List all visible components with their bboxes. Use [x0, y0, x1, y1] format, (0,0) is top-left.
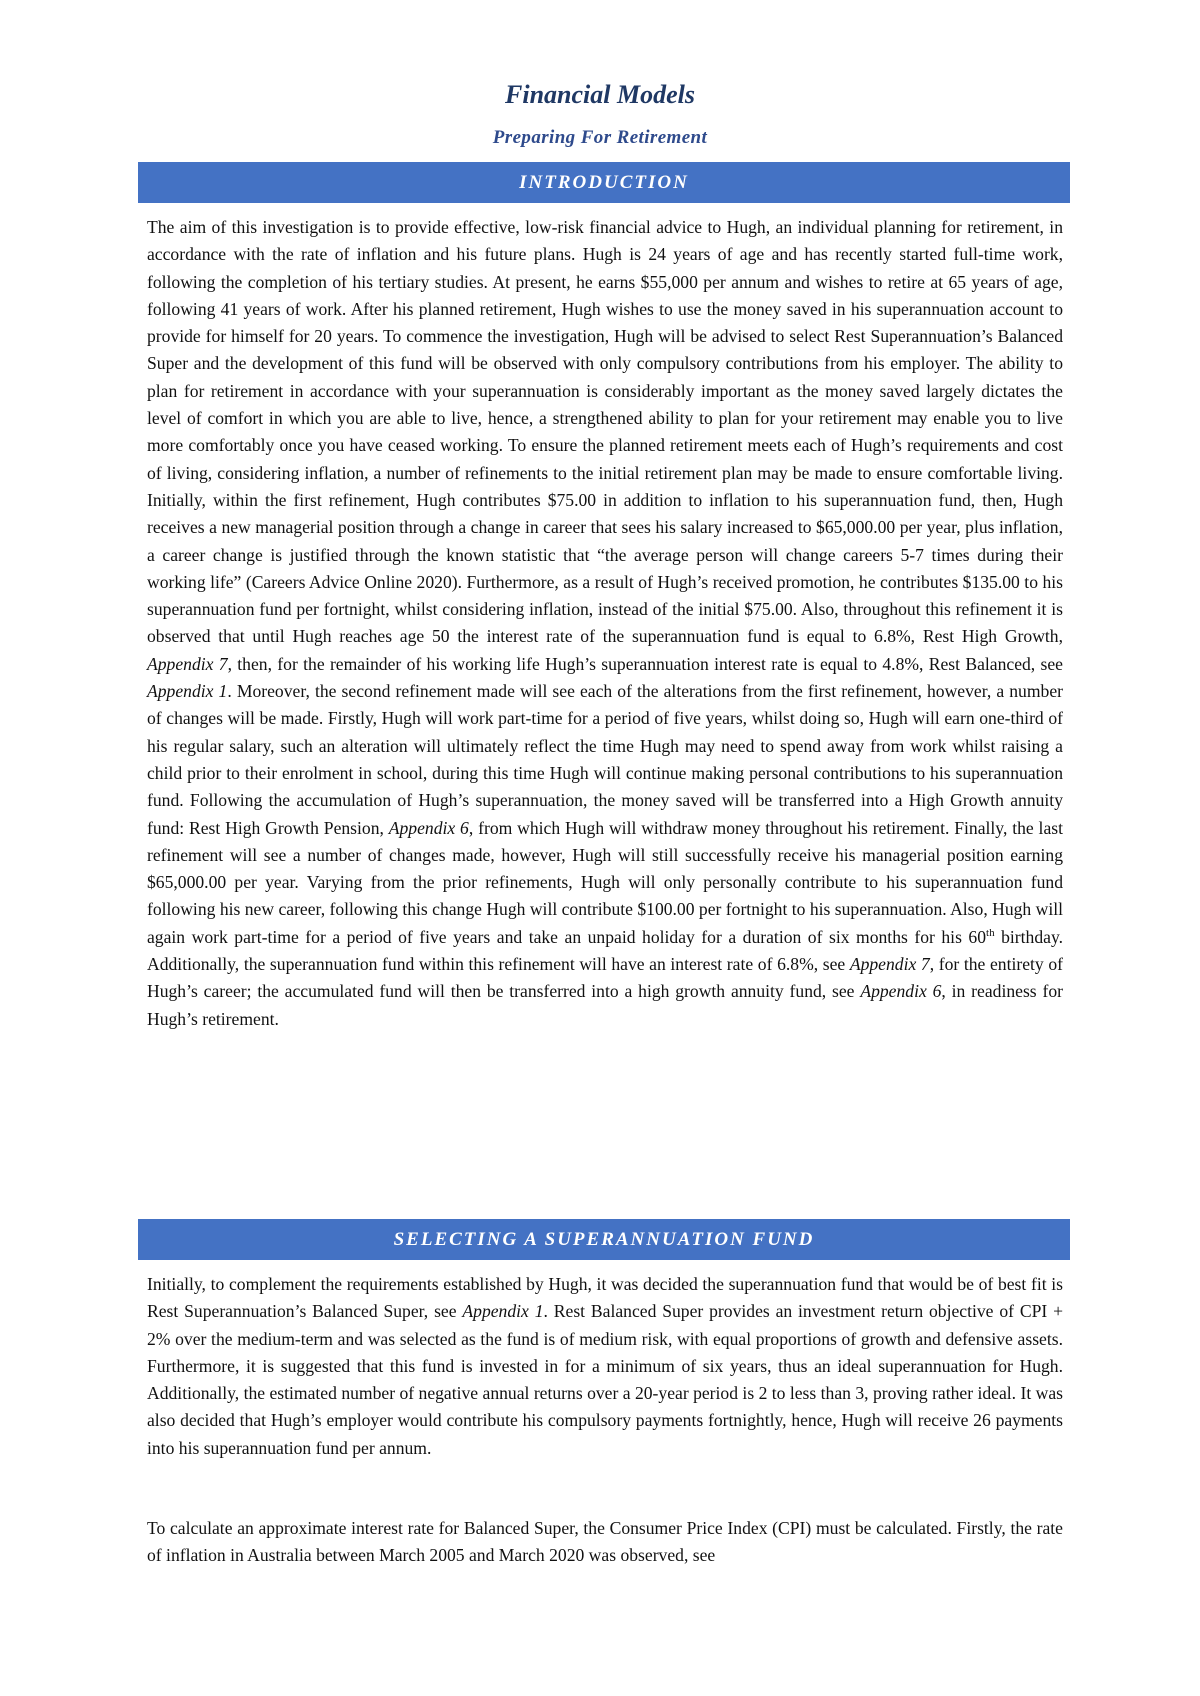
appendix-reference: Appendix 1 — [462, 1301, 544, 1322]
appendix-reference: Appendix 6 — [388, 817, 469, 838]
ordinal-superscript: th — [986, 926, 995, 939]
appendix-reference: Appendix 7 — [147, 653, 228, 674]
document-title: Financial Models — [505, 80, 695, 109]
selecting-fund-paragraph-2: To calculate an approximate interest rate for Balanced Super, the Consumer Price Index (CPI) must be calculated. Firstly, the rate of inflation in Australia between March 2005 and March 2020 was observed, see — [147, 1518, 1063, 1566]
appendix-reference: Appendix 1 — [147, 681, 228, 702]
document-subtitle: Preparing For Retirement — [492, 127, 708, 148]
appendix-reference: Appendix 6 — [860, 981, 942, 1002]
section-heading-introduction: INTRODUCTION — [138, 162, 1070, 203]
introduction-paragraph: The aim of this investigation is to provide effective, low-risk financial advice to Hugh, an individual planning for retirement, in accordance with the rate of inflation and his future plans. Hugh is 24 years of age and has recently started full-time work, following the completion of his tertiary studies. At present, he earns $55,000 per annum and wishes to retire at 65 years of age, following 41 years of work. After his planned retirement, Hugh wishes to use the money saved in his superannuation account to provide for himself for 20 years. To commence the investigation, Hugh will be advised to select Rest Superannuation’s Balanced Super and the development of this fund will be observed with only compulsory contributions from his employer. The ability to plan for retirement in accordance with your superannuation is considerably important as the money saved largely dictates the level of comfort in which you are able to live, hence, a strengthened ability to plan for your retirement may enable you to live more comfortably once you have ceased working. To ensure the planned retirement meets each of Hugh’s requirements and cost of living, considering inflation, a number of refinements to the initial retirement plan may be made to ensure comfortable living. Initially, within the first refinement, Hugh contributes $75.00 in addition to inflation to his superannuation fund, then, Hugh receives a new managerial position through a change in career that sees his salary increased to $65,000.00 per year, plus inflation, a career change is justified through the known statistic that “the average person will change careers 5-7 times during their working life” (Careers Advice Online 2020). Furthermore, as a result of Hugh’s received promotion, he contributes $135.00 to his superannuation fund per fortnight, whilst considering inflation, instead of the initial $75.00. Also, throughout this refinement it is observed that until Hugh reaches age 50 the interest rate of the superannuation fund is equal to 6.8%, Rest High Growth, Appendix 7, then, for the remainder of his working life Hugh’s superannuation interest rate is equal to 4.8%, Rest Balanced, see Appendix 1. Moreover, the second refinement made will see each of the alterations from the first refinement, however, a number of changes will be made. Firstly, Hugh will work part-time for a period of five years, whilst doing so, Hugh will earn one-third of his regular salary, such an alteration will ultimately reflect the time Hugh may need to spend away from work whilst raising a child prior to their enrolment in school, during this time Hugh will continue making personal contributions to his superannuation fund. Following the accumulation of Hugh’s superannuation, the money saved will be transferred into a High Growth annuity fund: Rest High Growth Pension, Appendix 6, from which Hugh will withdraw money throughout his retirement. Finally, the last refinement will see a number of changes made, however, Hugh will still successfully receive his managerial position earning $65,000.00 per year. Varying from the prior refinements, Hugh will only personally contribute to his superannuation fund following his new career, following this change Hugh will contribute $100.00 per fortnight to his superannuation. Also, Hugh will again work part-time for a period of five years and take an unpaid holiday for a duration of six months for his 60th birthday. Additionally, the superannuation fund within this refinement will have an interest rate of 6.8%, see Appendix 7, for the entirety of Hugh’s career; the accumulated fund will then be transferred into a high growth annuity fund, see Appendix 6, in readiness for Hugh’s retirement. — [147, 217, 1063, 1029]
section-heading-selecting-fund: SELECTING A SUPERANNUATION FUND — [138, 1219, 1070, 1260]
selecting-fund-paragraph-1: Initially, to complement the requirements established by Hugh, it was decided the superannuation fund that would be of best fit is Rest Superannuation’s Balanced Super, see Appendix 1. Rest Balanced Super provides an investment return objective of CPI + 2% over the medium-term and was selected as the fund is of medium risk, with equal proportions of growth and defensive assets. Furthermore, it is suggested that this fund is invested in for a minimum of six years, thus an ideal superannuation for Hugh. Additionally, the estimated number of negative annual returns over a 20-year period is 2 to less than 3, proving rather ideal. It was also decided that Hugh’s employer would contribute his compulsory payments fortnightly, hence, Hugh will receive 26 payments into his superannuation fund per annum. — [147, 1274, 1063, 1458]
appendix-reference: Appendix 7 — [849, 954, 930, 975]
